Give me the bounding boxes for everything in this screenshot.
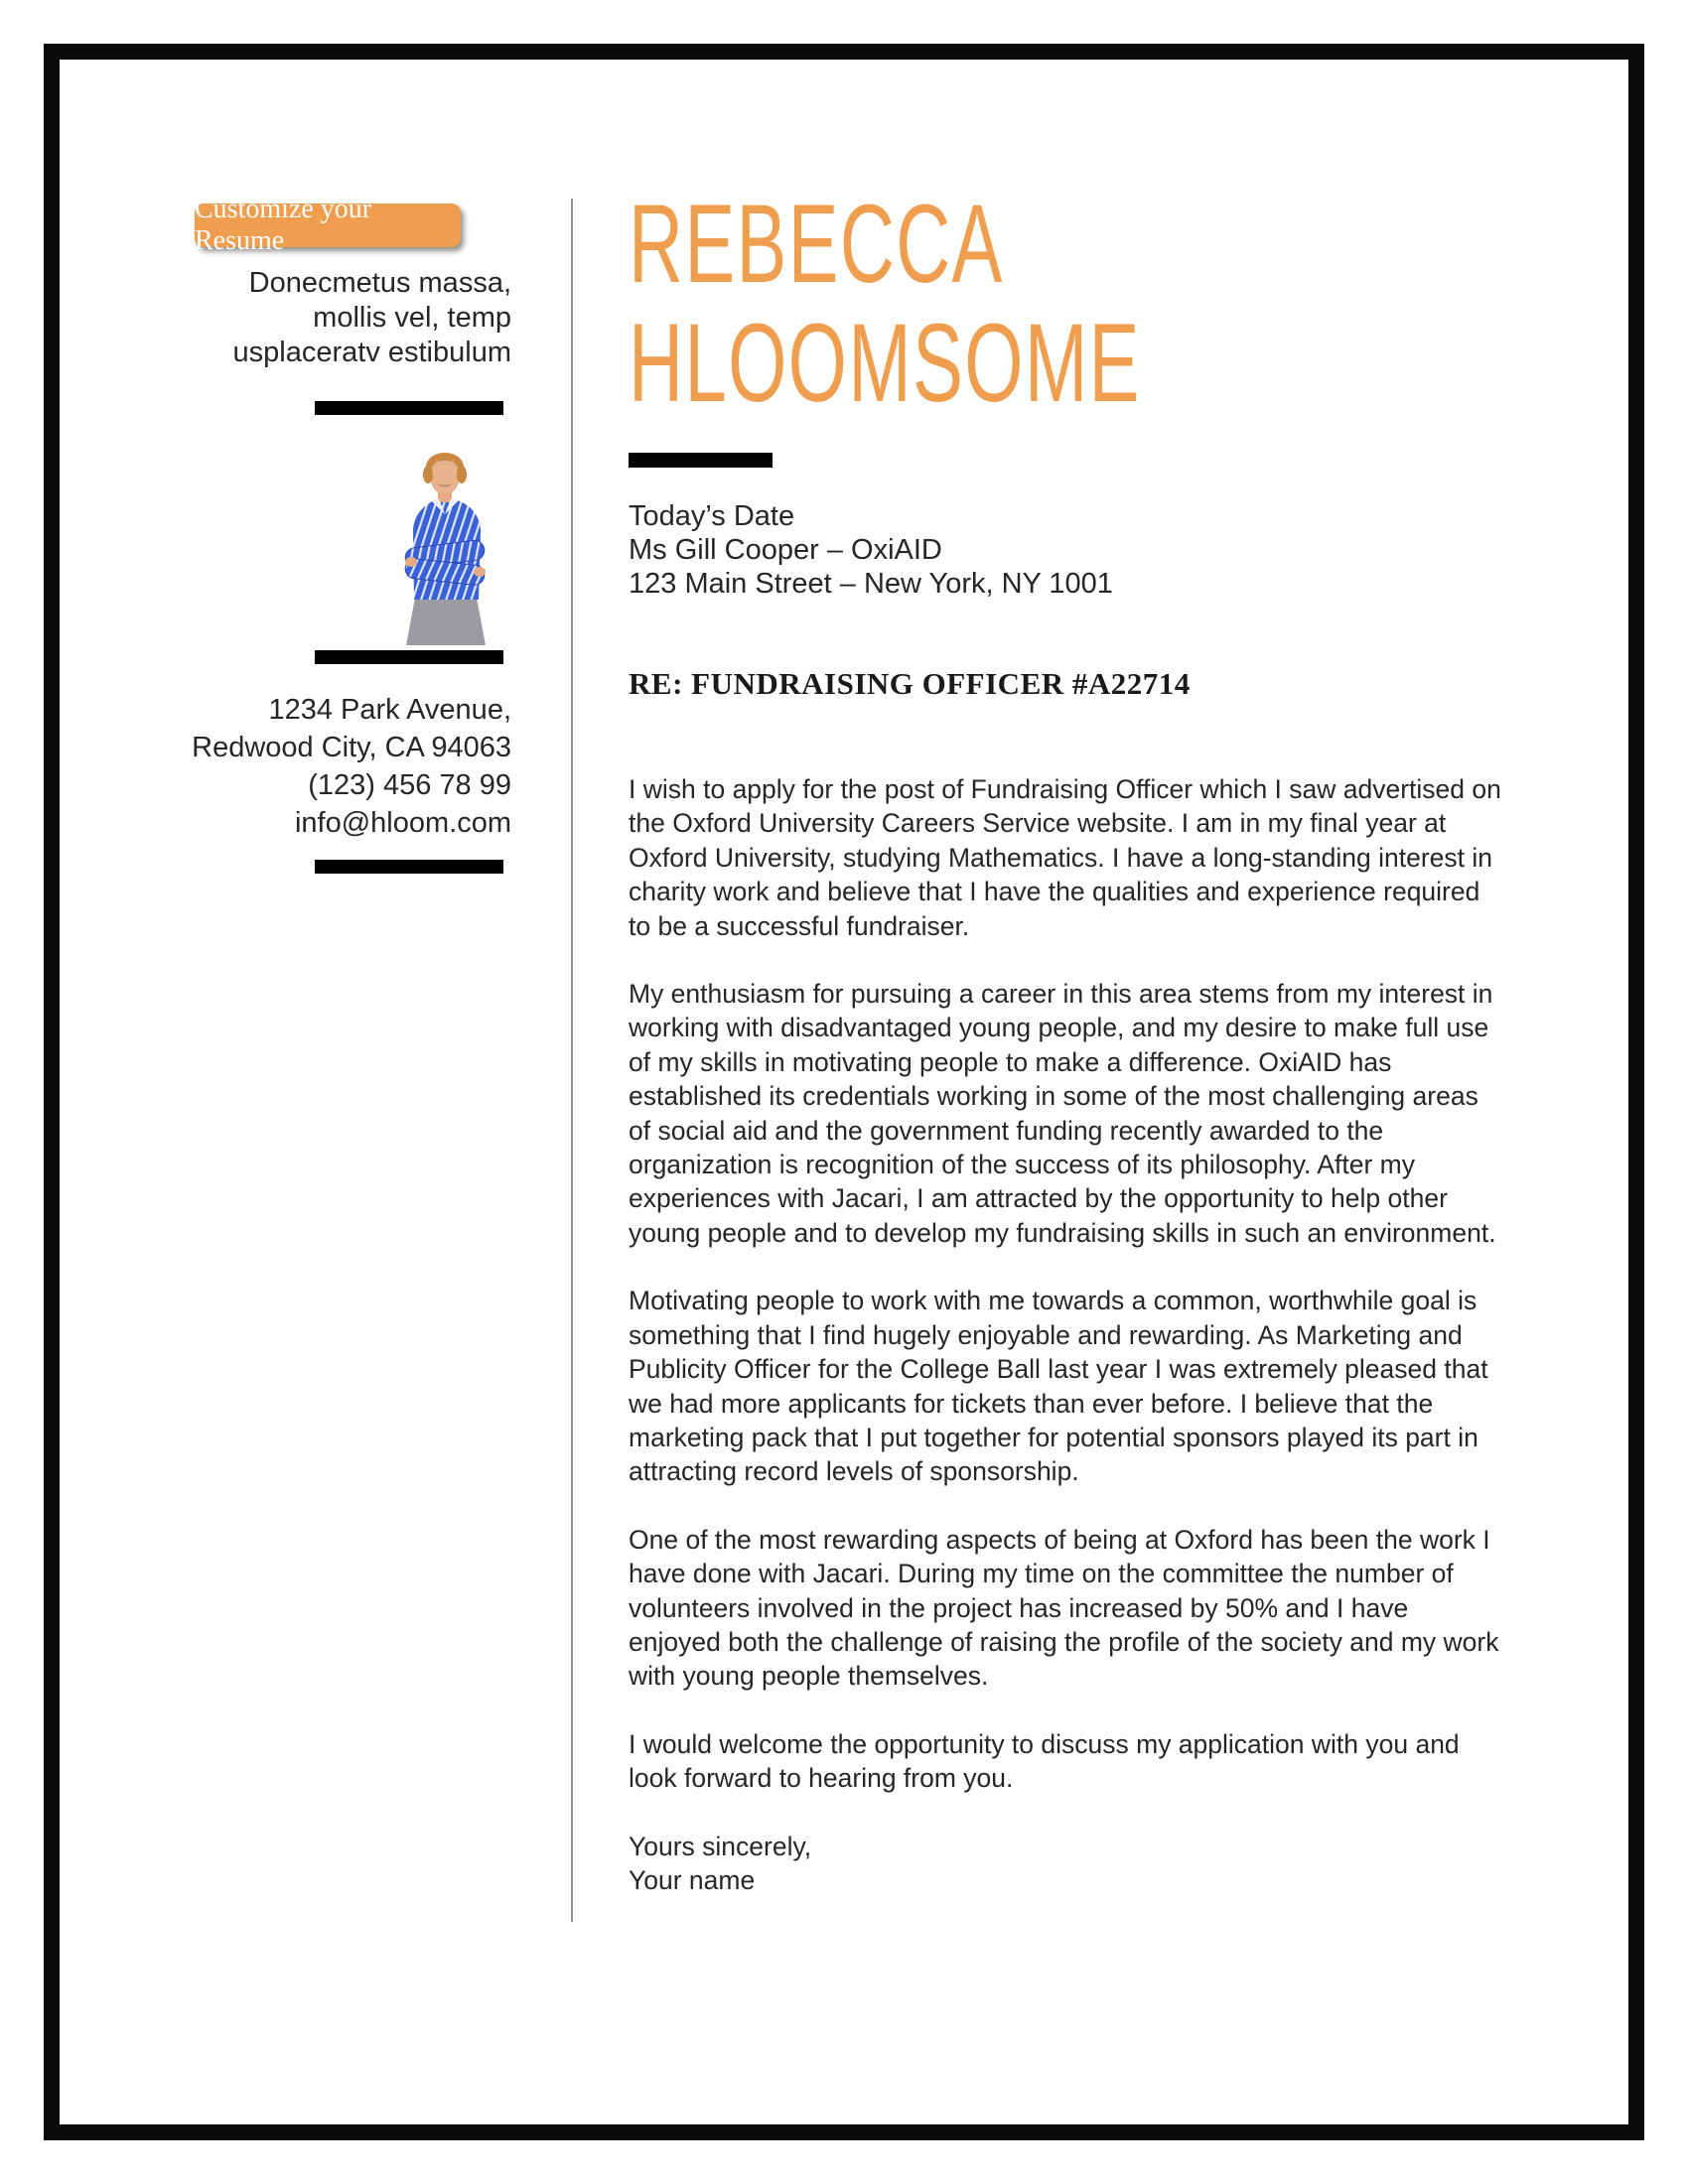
paragraph: My enthusiasm for pursuing a career in this area stems from my interest in working with disadvantaged young people, and my desire to make full use of my skills in motivating people to make a difference. OxiAID has established its credentials working in some of the most challenging areas of social aid and the government funding recently awarded to the organization is recognition of the success of its philosophy. After my experiences with Jacari, I am attracted by the opportunity to help other young people and to develop my fundraising skills in such an environment. xyxy=(629,979,1496,1248)
recipient-block xyxy=(629,499,1502,601)
letter-body-column xyxy=(629,182,1502,1897)
sidebar-divider-bar-middle xyxy=(315,650,503,664)
first-name: REBECCA xyxy=(629,182,1004,306)
letter-paragraphs xyxy=(629,772,1502,1796)
tagline-line: mollis vel, temp xyxy=(313,302,511,334)
customize-resume-button[interactable] xyxy=(195,194,461,256)
paragraph: I would welcome the opportunity to discuss my application with you and look forward to hearing from you. xyxy=(629,1728,1460,1794)
page-title xyxy=(629,182,1222,425)
contact-phone: (123) 456 78 99 xyxy=(308,769,511,801)
sidebar-tagline xyxy=(109,266,511,370)
subject-line: RE: FUNDRAISING OFFICER #A22714 xyxy=(629,666,1191,701)
contact-address-line: Redwood City, CA 94063 xyxy=(192,732,511,763)
closing-block xyxy=(629,1830,1502,1898)
closing-signature: Your name xyxy=(629,1864,756,1895)
vertical-divider-line xyxy=(571,199,573,1922)
paragraph: Motivating people to work with me towards a common, worthwhile goal is something that I find hugely enjoyable and rewarding. As Marketing and Publicity Officer for the College Ball last year I was extremely pleased that we had more applicants for tickets than ever before. I believe that the marketing pack that I put together for potential sponsors played its part in attracting record levels of sponsorship. xyxy=(629,1286,1488,1487)
sidebar-divider-bar-bottom xyxy=(315,860,503,874)
last-name: HLOOMSOME xyxy=(629,301,1141,425)
contact-email[interactable]: info@hloom.com xyxy=(294,807,511,839)
letter-date: Today’s Date xyxy=(629,500,795,532)
paragraph: I wish to apply for the post of Fundraising Officer which I saw advertised on the Oxford University Careers Service website. I am in my final year at Oxford University, studying Mathematics. I have a long-standing interest in charity work and believe that I have the qualities and experience required to be a successful fundraiser. xyxy=(629,774,1501,941)
paragraph: One of the most rewarding aspects of being at Oxford has been the work I have done with Jacari. During my time on the committee the number of volunteers involved in the project has increased by 50% and I have enjoyed both the challenge of raising the profile of the society and my work with young people themselves. xyxy=(629,1524,1499,1692)
portrait-photo xyxy=(393,451,496,645)
customize-resume-label: Customize your Resume xyxy=(195,194,372,256)
tagline-line: Donecmetus massa, xyxy=(248,267,511,299)
tagline-line: usplaceratv estibulum xyxy=(232,337,511,368)
contact-address-line: 1234 Park Avenue, xyxy=(268,694,511,726)
closing-salutation: Yours sincerely, xyxy=(629,1831,812,1861)
sidebar-divider-bar-top xyxy=(315,401,503,415)
title-underline-bar xyxy=(629,453,773,468)
contact-block xyxy=(109,691,511,842)
recipient-name: Ms Gill Cooper – OxiAID xyxy=(629,534,942,566)
recipient-address: 123 Main Street – New York, NY 1001 xyxy=(629,568,1113,600)
